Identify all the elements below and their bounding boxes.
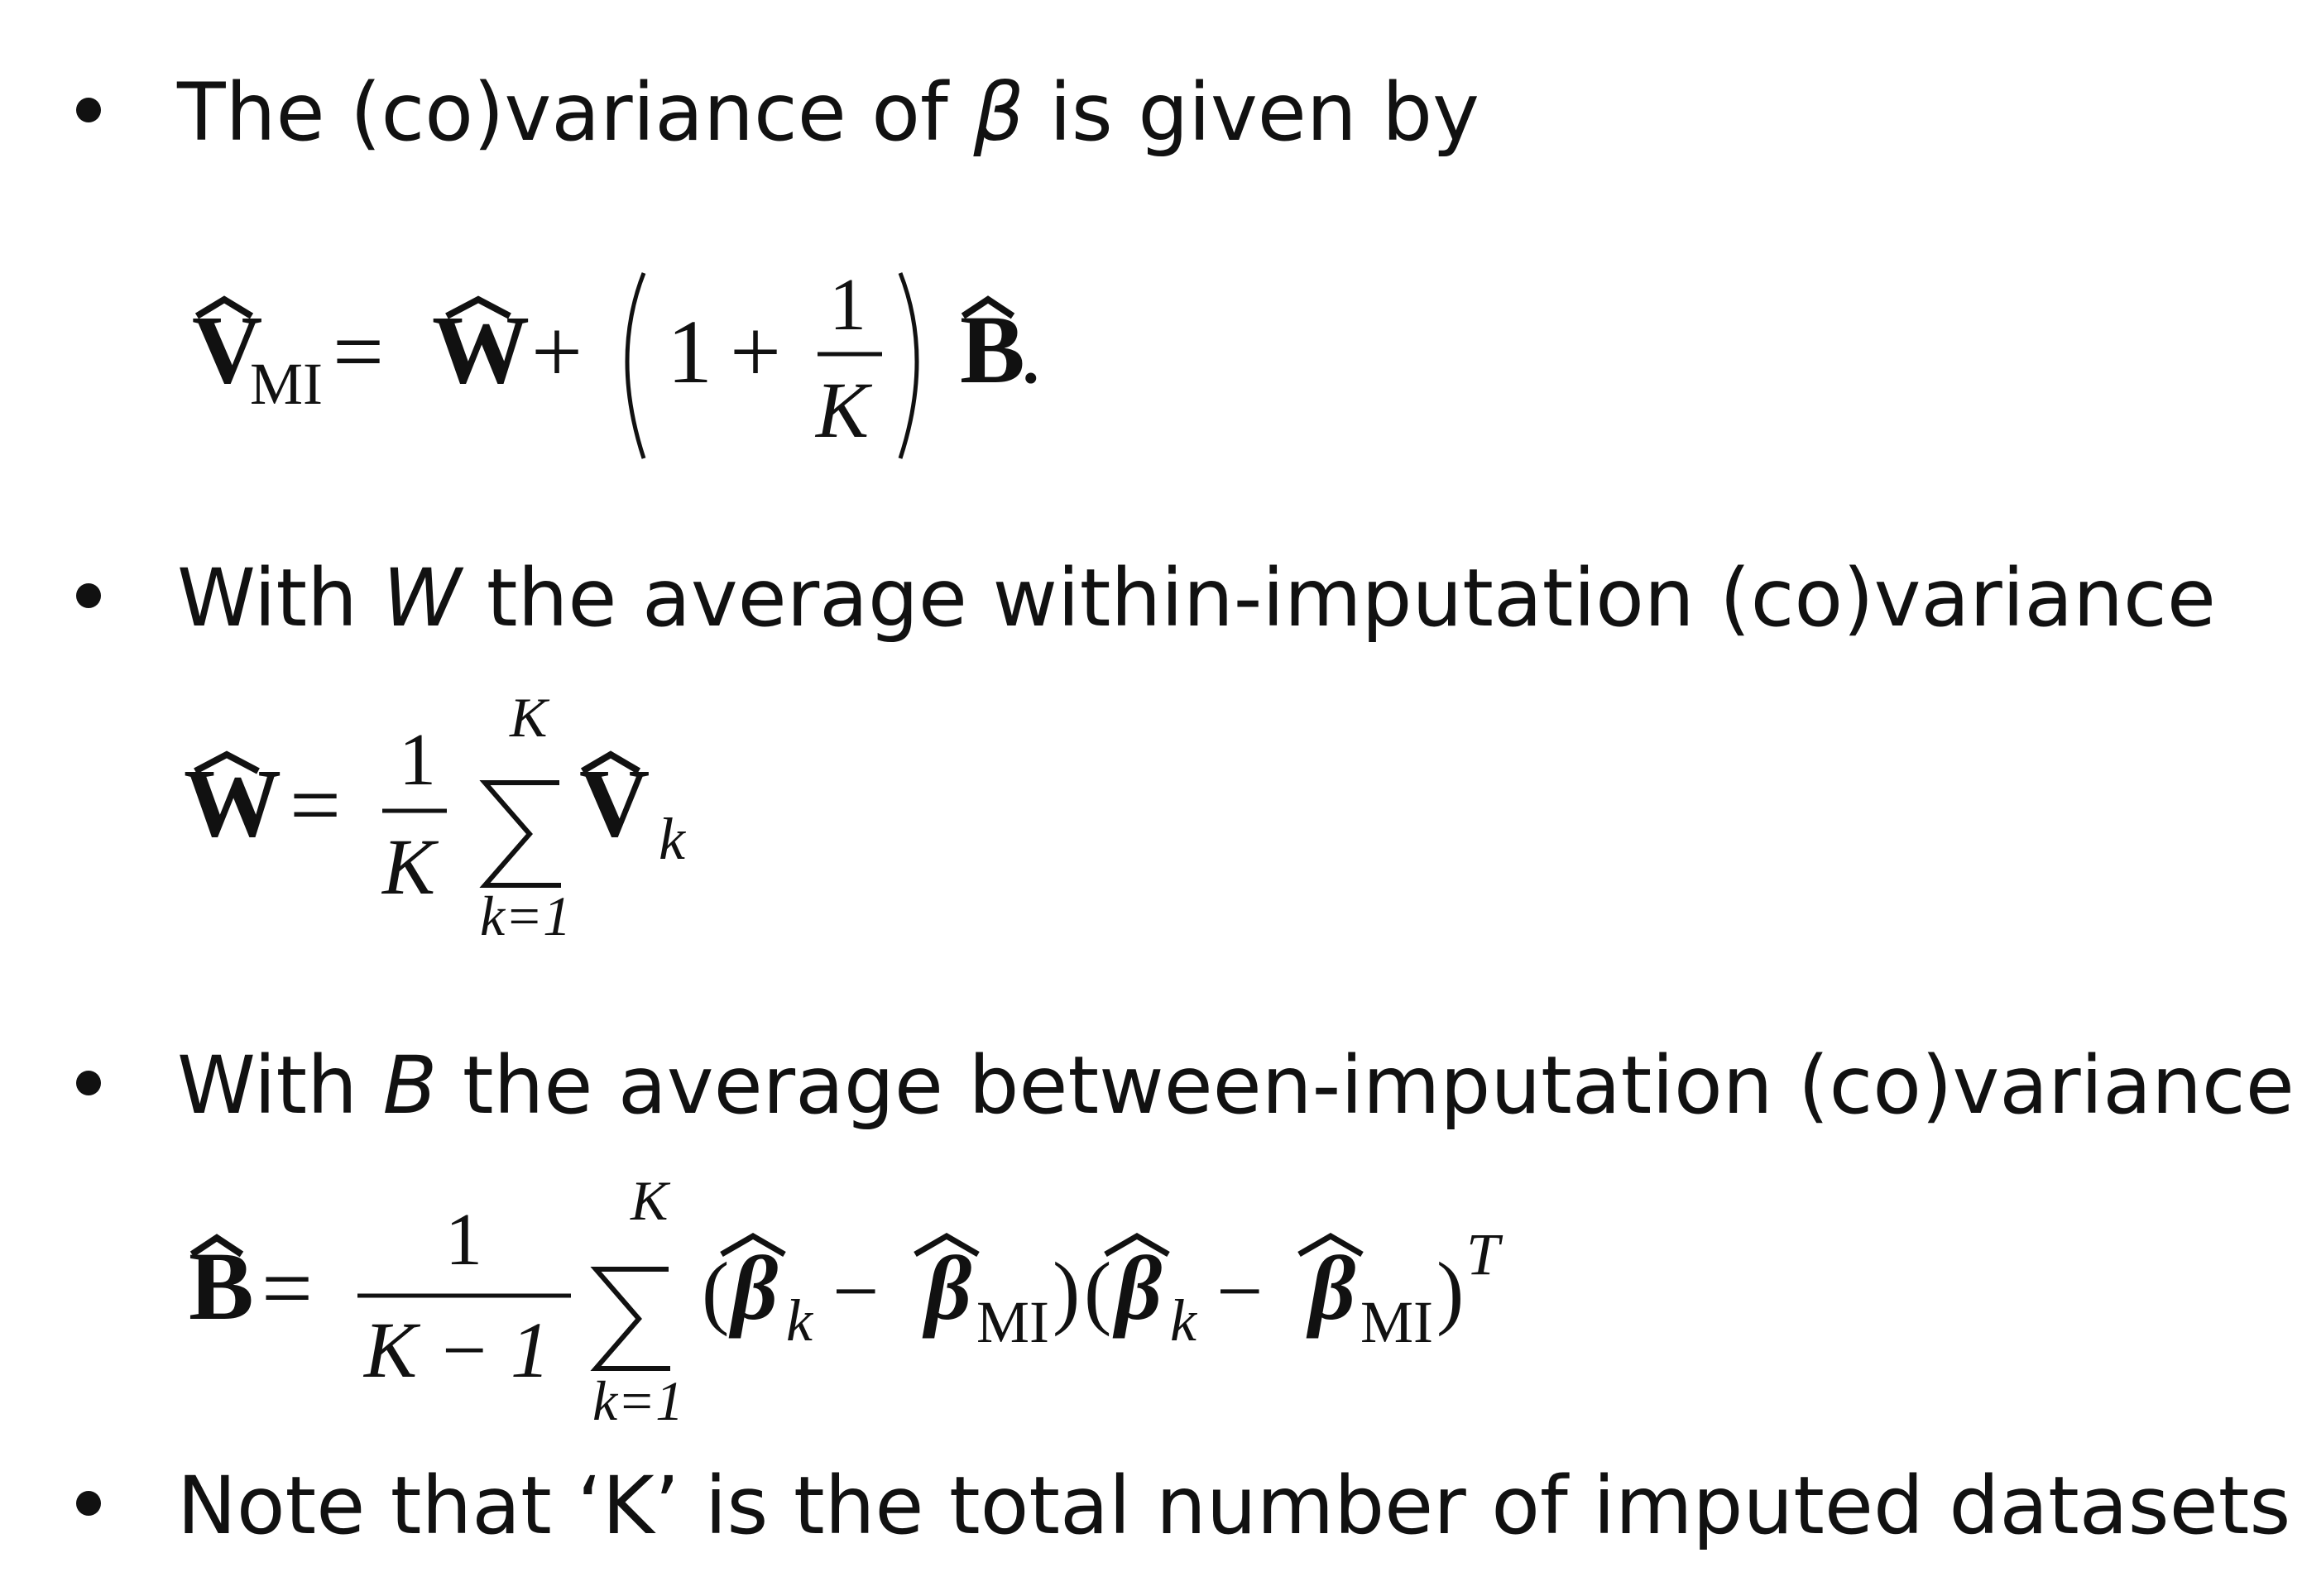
eq1-plus: + xyxy=(730,301,782,402)
eq3-sub-MI: MI xyxy=(976,1289,1049,1355)
eq3-rparen: ) xyxy=(1053,1245,1081,1337)
eq3-sub-MI: MI xyxy=(1360,1289,1433,1355)
eq3-sub-k: k xyxy=(1170,1287,1197,1354)
eq2-sub-k: k xyxy=(659,806,685,872)
equation-b xyxy=(189,1169,1503,1432)
eq3-sub-k: k xyxy=(786,1287,813,1354)
eq3-lparen: ( xyxy=(702,1245,730,1337)
bullet-3-text: With B the average between-imputation (co)variance xyxy=(177,1039,2295,1132)
eq1-equals: = xyxy=(333,301,385,402)
eq3-beta: β xyxy=(925,1238,972,1339)
eq3-minus: − xyxy=(1216,1245,1264,1337)
eq2-W: W xyxy=(184,749,281,857)
eq2-frac-num: 1 xyxy=(399,719,436,801)
eq3-frac-num: 1 xyxy=(445,1199,482,1281)
eq1-B: B xyxy=(960,295,1025,404)
eq3-sup-T: T xyxy=(1466,1221,1500,1287)
eq2-frac-den: K xyxy=(382,822,436,911)
eq3-sigma xyxy=(596,1269,670,1368)
eq1-plus: + xyxy=(531,301,583,402)
eq2-V: V xyxy=(579,749,650,857)
eq1-sub-MI: MI xyxy=(250,351,323,417)
eq2-sum-bot: k=1 xyxy=(480,884,572,947)
eq1-left-paren xyxy=(627,273,644,458)
equation-v-mi xyxy=(192,264,1043,458)
eq3-frac-den: K − 1 xyxy=(364,1306,550,1394)
eq1-period: . xyxy=(1019,301,1043,402)
eq2-equals: = xyxy=(290,755,342,856)
equation-w xyxy=(184,686,687,947)
eq2-sum-top: K xyxy=(510,686,548,749)
eq1-one: 1 xyxy=(667,301,712,402)
eq1-right-paren xyxy=(900,273,917,458)
eq3-beta: β xyxy=(1309,1238,1356,1339)
eq2-sigma xyxy=(485,783,561,885)
eq1-frac-num: 1 xyxy=(829,264,866,346)
eq1-V: V xyxy=(192,295,263,404)
eq3-minus: − xyxy=(832,1245,880,1337)
eq3-sum-bot: k=1 xyxy=(592,1369,684,1432)
bullet-4-text: Note that ‘K’ is the total number of imputed datasets xyxy=(177,1459,2291,1552)
eq3-beta: β xyxy=(731,1238,779,1339)
bullet-2-text: With W the average within-imputation (co)variance xyxy=(177,552,2216,645)
eq3-rparen: ) xyxy=(1436,1245,1465,1337)
eq3-beta: β xyxy=(1115,1238,1163,1339)
eq3-B: B xyxy=(189,1232,254,1340)
eq3-sum-top: K xyxy=(631,1169,669,1232)
eq3-lparen: ( xyxy=(1084,1245,1112,1337)
eq3-equals: = xyxy=(261,1238,314,1339)
bullet-1-text: The (co)variance of β is given by xyxy=(177,66,1480,159)
eq1-frac-den: K xyxy=(816,366,870,454)
eq1-W: W xyxy=(432,295,530,404)
